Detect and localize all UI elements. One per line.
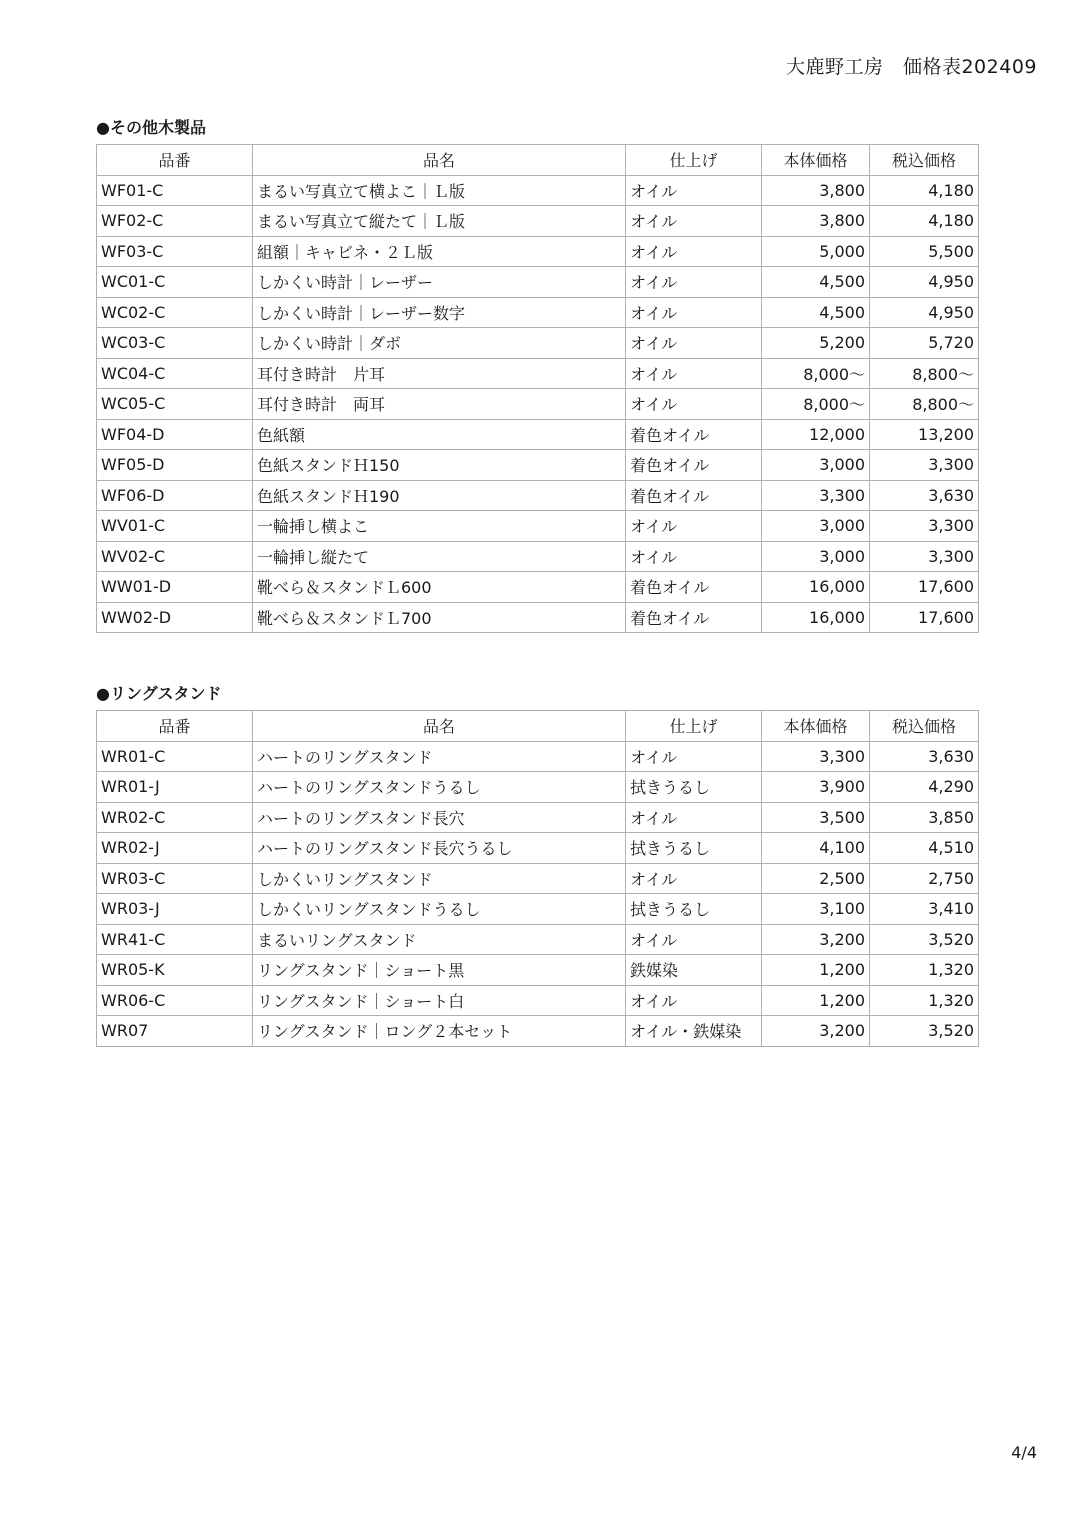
cell-base-price: 3,300 <box>762 480 870 511</box>
cell-item-code: WF01-C <box>97 175 253 206</box>
cell-finish: オイル <box>626 175 762 206</box>
column-header-item-name: 品名 <box>253 145 626 176</box>
cell-item-name: 色紙スタンドＨ190 <box>253 480 626 511</box>
table-row <box>97 419 979 450</box>
cell-item-name: 靴べら＆スタンドＬ700 <box>253 602 626 633</box>
cell-tax-price: 3,300 <box>870 450 979 481</box>
table-row <box>97 389 979 420</box>
cell-finish: 着色オイル <box>626 450 762 481</box>
cell-item-code: WF04-D <box>97 419 253 450</box>
cell-item-name: 色紙額 <box>253 419 626 450</box>
cell-base-price: 5,200 <box>762 328 870 359</box>
cell-tax-price: 8,800～ <box>870 358 979 389</box>
column-header-finish: 仕上げ <box>626 145 762 176</box>
cell-tax-price: 1,320 <box>870 985 979 1016</box>
section-ring-stands <box>96 680 978 1047</box>
cell-item-code: WV02-C <box>97 541 253 572</box>
cell-item-code: WC05-C <box>97 389 253 420</box>
cell-tax-price: 3,410 <box>870 894 979 925</box>
table-row <box>97 236 979 267</box>
cell-item-name: しかくい時計｜レーザー <box>253 267 626 298</box>
price-table <box>96 710 979 1047</box>
cell-tax-price: 3,850 <box>870 802 979 833</box>
cell-item-code: WC02-C <box>97 297 253 328</box>
column-header-base-price: 本体価格 <box>762 711 870 742</box>
cell-finish: オイル <box>626 358 762 389</box>
cell-finish: 着色オイル <box>626 480 762 511</box>
column-header-item-code: 品番 <box>97 145 253 176</box>
cell-item-code: WW02-D <box>97 602 253 633</box>
cell-finish: オイル <box>626 863 762 894</box>
cell-base-price: 3,300 <box>762 741 870 772</box>
cell-item-code: WF03-C <box>97 236 253 267</box>
column-header-item-name: 品名 <box>253 711 626 742</box>
cell-tax-price: 4,290 <box>870 772 979 803</box>
cell-item-name: しかくい時計｜ダボ <box>253 328 626 359</box>
cell-base-price: 3,000 <box>762 541 870 572</box>
cell-item-name: 一輪挿し縦たて <box>253 541 626 572</box>
cell-finish: オイル <box>626 297 762 328</box>
table-row <box>97 358 979 389</box>
table-row <box>97 175 979 206</box>
cell-base-price: 5,000 <box>762 236 870 267</box>
cell-tax-price: 5,500 <box>870 236 979 267</box>
cell-base-price: 4,500 <box>762 297 870 328</box>
cell-item-code: WR06-C <box>97 985 253 1016</box>
price-table <box>96 144 979 633</box>
cell-tax-price: 3,300 <box>870 511 979 542</box>
cell-tax-price: 5,720 <box>870 328 979 359</box>
cell-finish: 鉄媒染 <box>626 955 762 986</box>
cell-tax-price: 3,520 <box>870 1016 979 1047</box>
cell-item-name: まるい写真立て縦たて｜Ｌ版 <box>253 206 626 237</box>
cell-base-price: 3,000 <box>762 511 870 542</box>
column-header-tax-price: 税込価格 <box>870 145 979 176</box>
cell-finish: 着色オイル <box>626 419 762 450</box>
section-other-wood-products <box>96 114 978 633</box>
cell-tax-price: 3,630 <box>870 741 979 772</box>
cell-finish: 着色オイル <box>626 602 762 633</box>
cell-item-name: 一輪挿し横よこ <box>253 511 626 542</box>
cell-item-name: しかくいリングスタンド <box>253 863 626 894</box>
cell-finish: 着色オイル <box>626 572 762 603</box>
cell-base-price: 3,900 <box>762 772 870 803</box>
cell-tax-price: 13,200 <box>870 419 979 450</box>
cell-item-code: WR02-C <box>97 802 253 833</box>
table-row <box>97 602 979 633</box>
cell-finish: 拭きうるし <box>626 772 762 803</box>
cell-base-price: 3,200 <box>762 1016 870 1047</box>
cell-finish: オイル <box>626 802 762 833</box>
cell-tax-price: 3,520 <box>870 924 979 955</box>
table-row <box>97 541 979 572</box>
cell-item-name: 色紙スタンドＨ150 <box>253 450 626 481</box>
cell-finish: オイル <box>626 541 762 572</box>
cell-base-price: 8,000～ <box>762 358 870 389</box>
cell-base-price: 16,000 <box>762 572 870 603</box>
column-header-item-code: 品番 <box>97 711 253 742</box>
cell-item-code: WR02-J <box>97 833 253 864</box>
document-header: 大鹿野工房 価格表202409 <box>785 56 1037 78</box>
cell-item-name: まるいリングスタンド <box>253 924 626 955</box>
cell-base-price: 1,200 <box>762 955 870 986</box>
section-title: ●その他木製品 <box>96 118 206 137</box>
cell-item-name: しかくい時計｜レーザー数字 <box>253 297 626 328</box>
cell-base-price: 3,000 <box>762 450 870 481</box>
table-row <box>97 206 979 237</box>
column-header-tax-price: 税込価格 <box>870 711 979 742</box>
table-row <box>97 297 979 328</box>
cell-base-price: 3,500 <box>762 802 870 833</box>
cell-finish: 拭きうるし <box>626 894 762 925</box>
cell-item-code: WC03-C <box>97 328 253 359</box>
cell-finish: オイル・鉄媒染 <box>626 1016 762 1047</box>
cell-tax-price: 2,750 <box>870 863 979 894</box>
cell-finish: オイル <box>626 389 762 420</box>
cell-item-code: WR03-C <box>97 863 253 894</box>
table-row <box>97 863 979 894</box>
cell-item-name: まるい写真立て横よこ｜Ｌ版 <box>253 175 626 206</box>
table-row <box>97 894 979 925</box>
column-header-base-price: 本体価格 <box>762 145 870 176</box>
cell-tax-price: 4,950 <box>870 267 979 298</box>
cell-base-price: 3,200 <box>762 924 870 955</box>
cell-base-price: 3,100 <box>762 894 870 925</box>
cell-item-code: WV01-C <box>97 511 253 542</box>
cell-item-name: しかくいリングスタンドうるし <box>253 894 626 925</box>
table-row <box>97 802 979 833</box>
cell-item-name: リングスタンド｜ロング２本セット <box>253 1016 626 1047</box>
cell-item-name: リングスタンド｜ショート黒 <box>253 955 626 986</box>
cell-tax-price: 17,600 <box>870 602 979 633</box>
cell-base-price: 16,000 <box>762 602 870 633</box>
page-number: 4/4 <box>1011 1443 1037 1462</box>
cell-item-code: WF02-C <box>97 206 253 237</box>
cell-base-price: 3,800 <box>762 206 870 237</box>
table-header-row <box>97 145 979 176</box>
table-row <box>97 741 979 772</box>
cell-tax-price: 4,180 <box>870 206 979 237</box>
cell-base-price: 4,500 <box>762 267 870 298</box>
table-row <box>97 772 979 803</box>
cell-item-name: 組額｜キャビネ・２Ｌ版 <box>253 236 626 267</box>
cell-finish: オイル <box>626 511 762 542</box>
cell-finish: オイル <box>626 206 762 237</box>
cell-tax-price: 17,600 <box>870 572 979 603</box>
cell-finish: オイル <box>626 236 762 267</box>
cell-base-price: 3,800 <box>762 175 870 206</box>
cell-tax-price: 3,630 <box>870 480 979 511</box>
cell-item-code: WC04-C <box>97 358 253 389</box>
table-header-row <box>97 711 979 742</box>
cell-item-name: 耳付き時計 片耳 <box>253 358 626 389</box>
column-header-finish: 仕上げ <box>626 711 762 742</box>
cell-tax-price: 3,300 <box>870 541 979 572</box>
cell-item-code: WF06-D <box>97 480 253 511</box>
cell-item-name: リングスタンド｜ショート白 <box>253 985 626 1016</box>
table-row <box>97 572 979 603</box>
cell-tax-price: 4,180 <box>870 175 979 206</box>
cell-item-name: ハートのリングスタンド長穴 <box>253 802 626 833</box>
cell-finish: オイル <box>626 741 762 772</box>
cell-item-name: 靴べら＆スタンドＬ600 <box>253 572 626 603</box>
cell-tax-price: 8,800～ <box>870 389 979 420</box>
cell-item-name: ハートのリングスタンド長穴うるし <box>253 833 626 864</box>
cell-item-name: ハートのリングスタンド <box>253 741 626 772</box>
cell-item-code: WC01-C <box>97 267 253 298</box>
cell-base-price: 2,500 <box>762 863 870 894</box>
table-row <box>97 511 979 542</box>
table-row <box>97 267 979 298</box>
cell-item-code: WF05-D <box>97 450 253 481</box>
cell-item-code: WR01-C <box>97 741 253 772</box>
table-row <box>97 833 979 864</box>
table-row <box>97 480 979 511</box>
cell-finish: オイル <box>626 924 762 955</box>
table-row <box>97 985 979 1016</box>
cell-item-code: WR03-J <box>97 894 253 925</box>
table-row <box>97 924 979 955</box>
cell-item-name: 耳付き時計 両耳 <box>253 389 626 420</box>
cell-tax-price: 4,950 <box>870 297 979 328</box>
cell-finish: オイル <box>626 267 762 298</box>
cell-item-code: WW01-D <box>97 572 253 603</box>
cell-item-code: WR01-J <box>97 772 253 803</box>
cell-item-code: WR07 <box>97 1016 253 1047</box>
table-row <box>97 328 979 359</box>
cell-tax-price: 4,510 <box>870 833 979 864</box>
cell-item-name: ハートのリングスタンドうるし <box>253 772 626 803</box>
cell-finish: オイル <box>626 328 762 359</box>
cell-base-price: 4,100 <box>762 833 870 864</box>
cell-item-code: WR05-K <box>97 955 253 986</box>
cell-finish: 拭きうるし <box>626 833 762 864</box>
table-row <box>97 1016 979 1047</box>
cell-tax-price: 1,320 <box>870 955 979 986</box>
cell-base-price: 8,000～ <box>762 389 870 420</box>
cell-base-price: 12,000 <box>762 419 870 450</box>
cell-finish: オイル <box>626 985 762 1016</box>
cell-item-code: WR41-C <box>97 924 253 955</box>
table-row <box>97 955 979 986</box>
cell-base-price: 1,200 <box>762 985 870 1016</box>
table-row <box>97 450 979 481</box>
section-title: ●リングスタンド <box>96 684 222 703</box>
